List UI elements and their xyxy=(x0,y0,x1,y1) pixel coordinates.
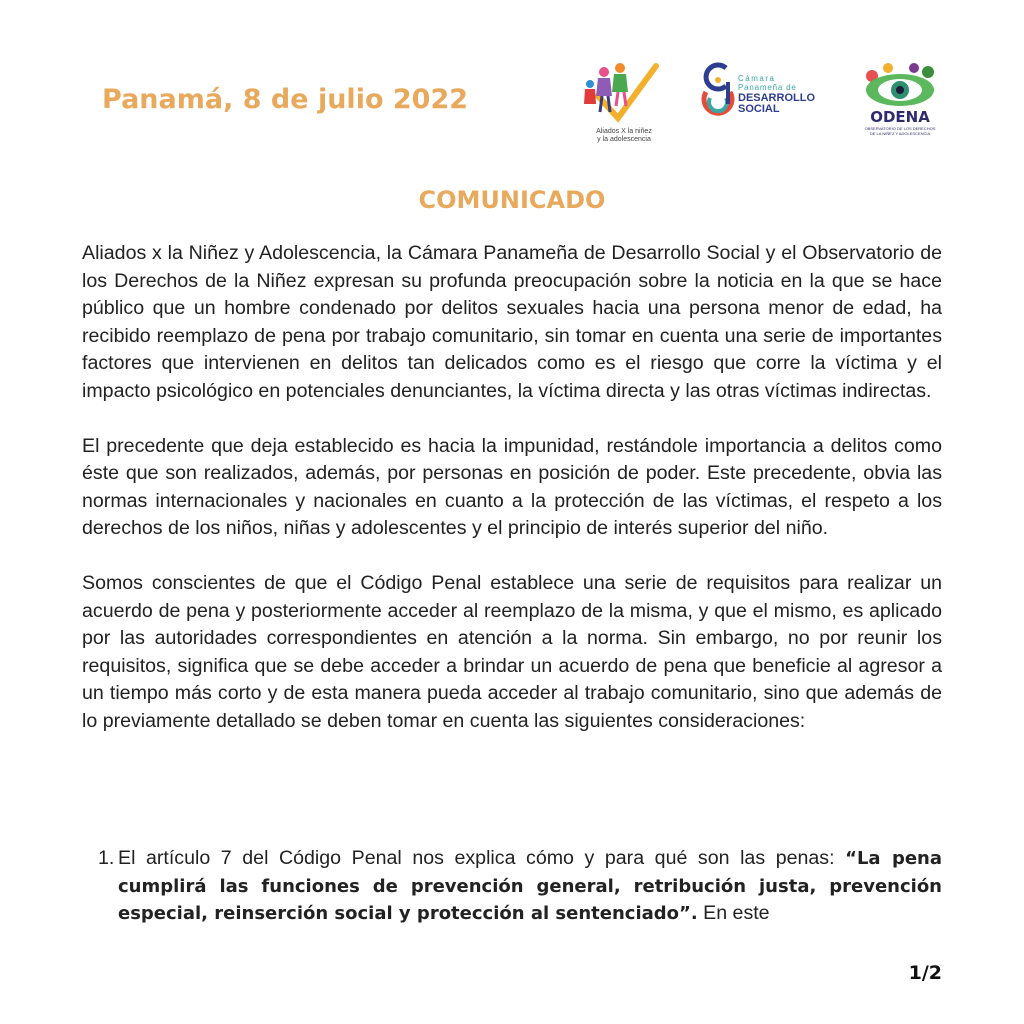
document-body xyxy=(82,240,942,735)
considerations-list xyxy=(82,845,942,928)
aliados-caption-line1: Aliados X la niñez xyxy=(596,128,652,135)
aliados-children-check-logo-icon xyxy=(578,56,662,128)
list-item-number: 1. xyxy=(98,847,115,869)
partner-logos xyxy=(578,56,948,148)
list-item-continuation: En este xyxy=(697,902,770,924)
page-number: 1/2 xyxy=(908,962,942,984)
aliados-caption xyxy=(584,128,664,144)
camara-line1: Cámara xyxy=(738,74,776,83)
list-item-text: El artículo 7 del Código Penal nos explica cómo y para qué son las penas: xyxy=(118,847,846,869)
list-item xyxy=(82,845,942,928)
camara-line3: DESARROLLO xyxy=(738,92,815,104)
camara-line4: SOCIAL xyxy=(738,103,780,115)
odena-logo xyxy=(858,62,948,148)
camara-cd-logo-icon xyxy=(696,58,738,120)
camara-line2: Panameña de xyxy=(738,83,797,92)
odena-subtitle-line1: OBSERVATORIO DE LOS DERECHOS xyxy=(864,126,936,131)
odena-eye-logo-icon xyxy=(858,62,942,110)
list-item-quote: “La pena cumplirá las funciones de prevención general, retribución justa, prevención especial, reinserción social y protección al sentenciado”. xyxy=(118,848,942,924)
document-date: Panamá, 8 de julio 2022 xyxy=(102,84,469,115)
camara-logo xyxy=(696,58,826,128)
odena-name: ODENA xyxy=(870,108,930,126)
aliados-caption-line2: y la adolescencia xyxy=(597,136,651,143)
aliados-logo xyxy=(578,56,662,148)
odena-subtitle-line2: DE LA NIÑEZ Y ADOLESCENCIA xyxy=(869,131,931,136)
paragraph-1: Aliados x la Niñez y Adolescencia, la Cámara Panameña de Desarrollo Social y el Observatorio de los Derechos de la Niñez expresan su profunda preocupación sobre la noticia en la que se hace público que un hombre condenado por delitos sexuales hacia una persona menor de edad, ha recibido reemplazo de pena por trabajo comunitario, sin tomar en cuenta una serie de importantes factores que intervienen en delitos tan delicados como es el riesgo que corre la víctima y el impacto psicológico en potenciales denunciantes, la víctima directa y las otras víctimas indirectas. xyxy=(82,242,942,402)
document-title: COMUNICADO xyxy=(418,186,606,214)
odena-subtitle xyxy=(858,126,942,136)
paragraph-2: El precedente que deja establecido es hacia la impunidad, restándole importancia a delitos como éste que son realizados, además, por personas en posición de poder. Este precedente, obvia las normas internacionales y nacionales en cuanto a la protección de las víctimas, el respeto a los derechos de los niños, niñas y adolescentes y el principio de interés superior del niño. xyxy=(82,434,942,539)
paragraph-3: Somos conscientes de que el Código Penal establece una serie de requisitos para realizar un acuerdo de pena y posteriormente acceder al reemplazo de la misma, y que el mismo, es aplicado por las autoridades correspondientes en atención a la norma. Sin embargo, no por reunir los requisitos, significa que se debe acceder a brindar un acuerdo de pena que beneficie al agresor a un tiempo más corto y de esta manera pueda acceder al trabajo comunitario, sino que además de lo previamente detallado se deben tomar en cuenta las siguientes consideraciones: xyxy=(82,572,942,732)
